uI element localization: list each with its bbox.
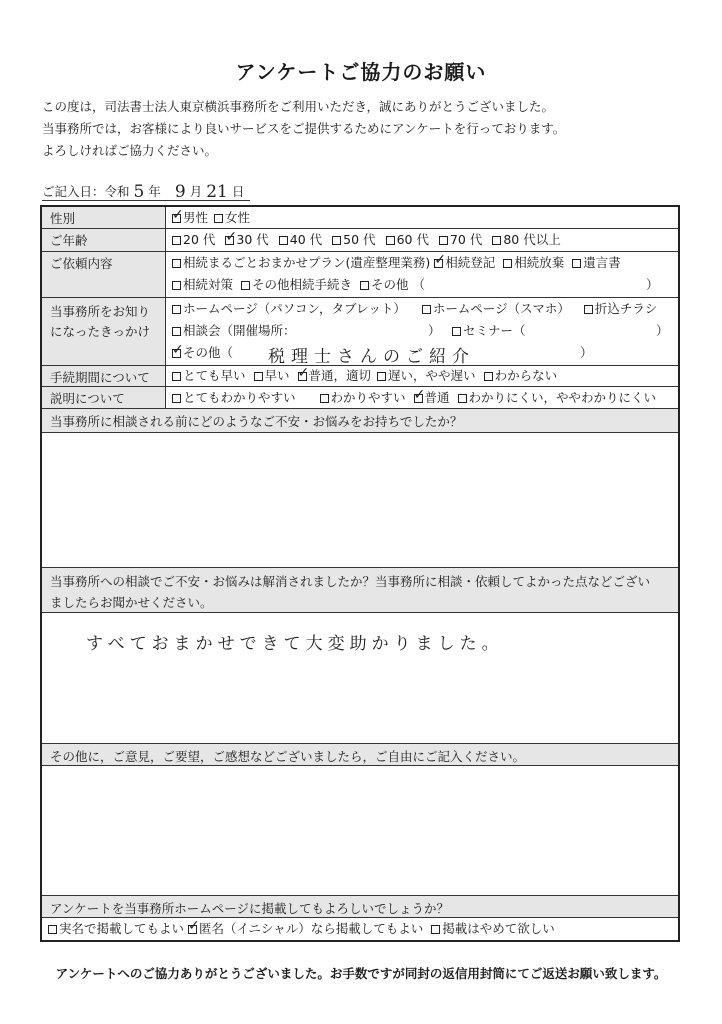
date-day: 21 (206, 182, 228, 202)
option-label: わかりにくい，ややわかりにくい (468, 390, 657, 405)
gender-row (42, 207, 678, 229)
checkbox[interactable] (320, 394, 329, 403)
option-label: 40 代 (289, 232, 323, 247)
option-label: 20 代 (183, 232, 216, 247)
check-mark: ✓ (225, 229, 238, 245)
q1-answer-area[interactable] (42, 433, 678, 568)
q2-answer-area[interactable] (42, 613, 678, 744)
checkbox[interactable] (572, 259, 581, 268)
gender-options (172, 208, 256, 228)
checkbox[interactable] (241, 281, 250, 290)
option-label: とてもわかりやすい (183, 390, 296, 405)
checkbox[interactable] (172, 372, 181, 381)
q2-question (42, 568, 678, 613)
checkbox[interactable] (332, 236, 341, 245)
option-label: その他 (371, 277, 409, 292)
option-label: 実名で掲載してもよい (59, 921, 185, 936)
option-label: 80 代以上 (503, 232, 561, 247)
checkbox[interactable] (172, 394, 181, 403)
explanation-row (42, 387, 678, 409)
checkbox[interactable] (422, 305, 431, 314)
option[interactable] (172, 366, 246, 386)
option-label: 遅い，やや遅い (388, 368, 476, 383)
checkbox[interactable] (172, 342, 184, 358)
request-label: ご依頼内容 (42, 252, 166, 297)
request-row (42, 252, 678, 298)
period-row (42, 366, 678, 387)
date-year-unit: 年 (148, 184, 161, 199)
option[interactable] (279, 230, 322, 250)
check-mark: ✓ (413, 387, 426, 403)
checkbox[interactable] (172, 327, 181, 336)
source-other-value: 税理士さんのご紹介 (268, 347, 475, 367)
checkbox[interactable] (172, 207, 184, 223)
option-label: 掲載はやめて欲しい (442, 921, 555, 936)
request-options-line2 (172, 275, 659, 295)
checkbox[interactable] (172, 236, 181, 245)
option[interactable] (172, 275, 233, 295)
checkbox[interactable] (452, 327, 461, 336)
option[interactable] (386, 230, 429, 250)
seminar-close: ） (656, 323, 669, 338)
checkbox[interactable] (188, 918, 200, 934)
option[interactable] (172, 388, 296, 408)
option[interactable] (414, 388, 450, 408)
option[interactable] (298, 366, 372, 386)
publish-row (42, 918, 678, 940)
checkbox[interactable] (172, 305, 181, 314)
option[interactable] (458, 388, 657, 408)
source-label (42, 298, 166, 365)
option[interactable] (434, 253, 495, 273)
option[interactable] (254, 366, 290, 386)
checkbox[interactable] (254, 372, 263, 381)
option-label: 相続まるごとおまかせプラン(遺産整理業務) (183, 255, 431, 270)
check-mark: ✓ (172, 207, 184, 223)
source-label-line1: 当事務所をお知り (50, 304, 151, 319)
request-other-close: ） (646, 277, 659, 292)
date-month: 9 (174, 182, 186, 202)
option-label: 匿名（イニシャル）なら掲載してもよい (199, 921, 424, 936)
option-label: 相続登記 (445, 255, 496, 270)
check-mark: ✓ (297, 365, 310, 381)
age-label: ご年齢 (42, 229, 166, 251)
seminar-label: セミナー（ (463, 323, 526, 338)
checkbox[interactable] (279, 236, 288, 245)
option-label: 遺言書 (583, 255, 621, 270)
survey-form (40, 205, 680, 942)
option-label: とても早い (183, 368, 246, 383)
option-label: 男性 (183, 210, 209, 225)
option[interactable] (48, 919, 184, 939)
source-other-label: その他（ (183, 345, 234, 360)
check-mark: ✓ (172, 342, 184, 358)
explanation-options (172, 388, 656, 408)
option[interactable] (172, 230, 215, 250)
checkbox[interactable] (431, 925, 440, 934)
checkbox[interactable] (492, 236, 501, 245)
checkbox[interactable] (484, 372, 493, 381)
checkbox[interactable] (297, 365, 310, 381)
q1-question: 当事務所に相談される前にどのようなご不安・お悩みをお持ちでしたか？ (42, 409, 678, 433)
check-mark: ✓ (188, 918, 200, 934)
period-label: 手続期間について (42, 366, 166, 386)
survey-title: アンケートご協力のお願い (235, 60, 487, 84)
option[interactable] (360, 275, 409, 295)
request-options-line1 (172, 253, 621, 273)
option[interactable] (225, 230, 268, 250)
option-label: ホームページ（スマホ） (432, 301, 570, 316)
option[interactable] (241, 275, 352, 295)
request-other-open: （ (412, 277, 426, 292)
q3-answer-area[interactable] (42, 766, 678, 896)
option[interactable] (503, 253, 564, 273)
option-label: わかりやすい (330, 390, 406, 405)
option[interactable] (439, 230, 482, 250)
date-underline (42, 200, 250, 201)
seminar-venue-option[interactable] (172, 321, 296, 341)
option[interactable] (572, 253, 621, 273)
option-label: ホームページ（パソコン，タブレット） (183, 301, 406, 316)
checkbox[interactable] (434, 252, 446, 268)
option-label: 折込チラシ (594, 301, 658, 316)
seminar-option[interactable] (452, 321, 526, 341)
seminar-venue-label: 相談会（開催場所： (183, 323, 296, 338)
q2-question-line2: ましたらお聞かせください。 (50, 595, 213, 610)
checkbox[interactable] (386, 236, 395, 245)
checkbox[interactable] (360, 281, 369, 290)
source-other-option[interactable] (172, 343, 233, 363)
option[interactable] (172, 253, 430, 273)
explanation-label: 説明について (42, 387, 166, 408)
date-year: 5 (133, 182, 145, 202)
option[interactable] (320, 388, 406, 408)
option[interactable] (484, 366, 558, 386)
checkbox[interactable] (503, 259, 512, 268)
source-row (42, 298, 678, 366)
entry-date[interactable] (42, 180, 244, 200)
checkbox[interactable] (172, 281, 181, 290)
option[interactable] (584, 299, 658, 319)
check-mark: ✓ (434, 252, 446, 268)
source-options-line2 (172, 321, 672, 341)
checkbox[interactable] (48, 925, 57, 934)
option-label: 50 代 (343, 232, 376, 247)
intro-text (42, 96, 692, 162)
option-label: 普通 (424, 390, 450, 405)
option-label: 早い (264, 368, 290, 383)
footer-text: アンケートへのご協力ありがとうございました。お手数ですが同封の返信用封筒にてご返送お願い致します。 (55, 966, 667, 981)
q2-question-line1: 当事務所への相談でご不安・お悩みは解消されましたか？当事務所に相談・依頼してよかった点などござい (50, 574, 651, 589)
option-label: 相続放棄 (514, 255, 565, 270)
option[interactable] (172, 299, 406, 319)
age-options (172, 230, 561, 250)
option[interactable] (332, 230, 375, 250)
q2-answer: すべておまかせできて大変助かりました。 (86, 634, 504, 654)
option[interactable] (492, 230, 560, 250)
date-label: ご記入日：令和 (42, 184, 130, 199)
intro-line: よろしければご協力ください。 (42, 143, 218, 158)
option[interactable] (422, 299, 570, 319)
option-label: 70 代 (449, 232, 483, 247)
checkbox[interactable] (458, 394, 467, 403)
seminar-venue-close: ） (428, 323, 441, 338)
age-row (42, 229, 678, 252)
q3-question: その他に，ご意見，ご要望，ご感想などございましたら，ご自由にご記入ください。 (42, 744, 678, 766)
intro-line: この度は，司法書士法人東京横浜事務所をご利用いただき，誠にありがとうございました。 (42, 99, 555, 114)
option-label: 女性 (225, 210, 251, 225)
option[interactable] (188, 919, 423, 939)
option-label: 30 代 (236, 232, 269, 247)
checkbox[interactable] (413, 387, 426, 403)
option-label: 相続対策 (183, 277, 234, 292)
option[interactable] (377, 366, 476, 386)
source-options-line1 (172, 299, 657, 319)
checkbox[interactable] (377, 372, 386, 381)
source-label-line2: になったきっかけ (50, 324, 151, 339)
date-month-unit: 月 (189, 184, 203, 199)
publish-options (48, 919, 555, 939)
checkbox[interactable] (214, 214, 223, 223)
source-other-close: ） (580, 345, 593, 360)
gender-label: 性別 (42, 207, 166, 228)
option[interactable] (172, 208, 208, 228)
option-label: わからない (494, 368, 558, 383)
option-label: 普通，適切 (308, 368, 372, 383)
publish-question: アンケートを当事務所ホームページに掲載してもよろしいでしょうか？ (42, 896, 678, 918)
option-label: その他相続手続き (252, 277, 353, 292)
option[interactable] (214, 208, 250, 228)
option[interactable] (431, 919, 555, 939)
checkbox[interactable] (584, 305, 593, 314)
option-label: 60 代 (396, 232, 429, 247)
checkbox[interactable] (439, 236, 448, 245)
checkbox[interactable] (225, 229, 238, 245)
date-day-unit: 日 (231, 184, 245, 199)
checkbox[interactable] (172, 259, 181, 268)
intro-line: 当事務所では，お客様により良いサービスをご提供するためにアンケートを行っております。 (42, 121, 566, 136)
period-options (172, 366, 557, 386)
